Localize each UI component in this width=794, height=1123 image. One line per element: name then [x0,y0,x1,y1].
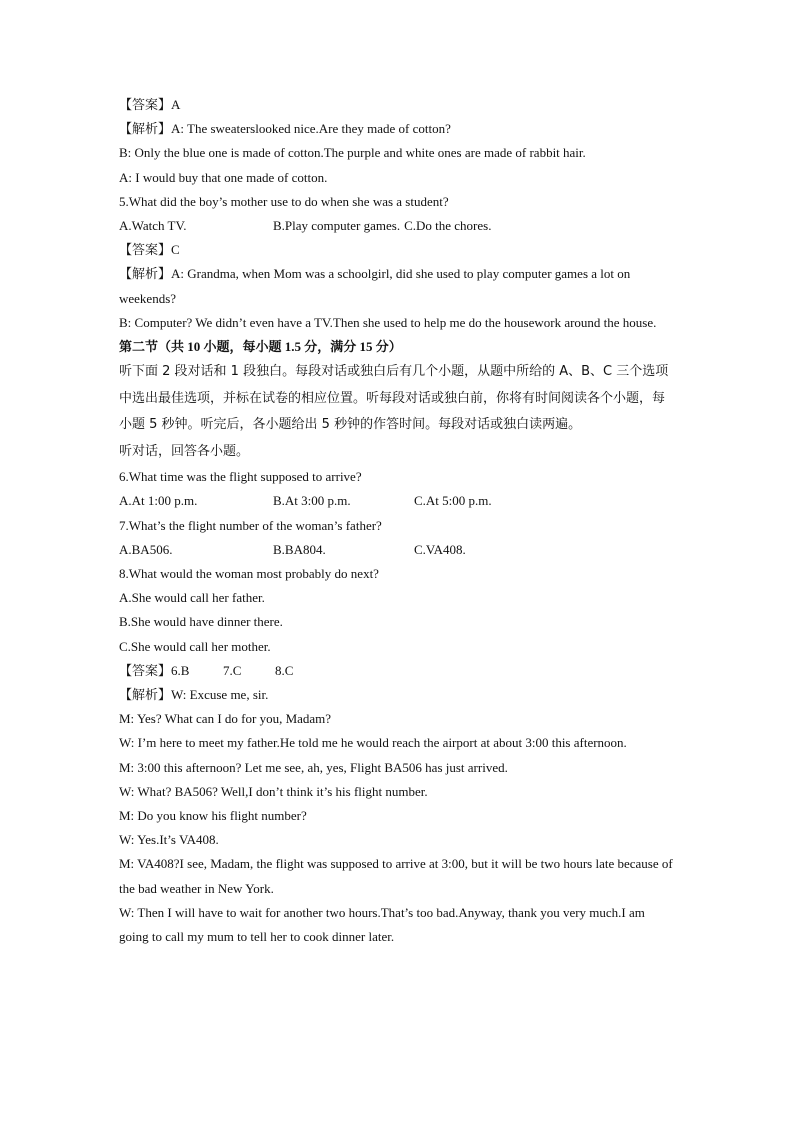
answer-5: 【答案】C [119,242,180,258]
question-7: 7.What’s the flight number of the woman’s father? [119,517,382,533]
dialogue-line-9: W: Then I will have to wait for another two hours.That’s too bad.Anyway, thank you very much.I am going to call my mum to tell her to cook dinner later. [119,904,645,945]
section-instructions: 听下面 2 段对话和 1 段独白。每段对话或独白后有几个小题，从题中所给的 A、B、C 三个选项中选出最佳选项，并标在试卷的相应位置。听每段对话或独白前，你将有时间阅读各个小题，每小题 5 秒钟。听完后，各小题给出 5 秒钟的作答时间。每段对话或独白读两遍。 [119,364,669,433]
answer-6: 6.B [171,662,190,678]
analysis-5-line-2: B: Computer? We didn’t even have a TV.Then she used to help me do the housework around the house. [119,314,657,330]
q6-option-c: C.At 5:00 p.m. [414,493,492,509]
answer-8: 8.C [275,662,294,678]
answers-label: 【答案】 [119,662,172,678]
question-6: 6.What time was the flight supposed to arrive? [119,469,362,485]
dialogue-line-4: M: 3:00 this afternoon? Let me see, ah, yes, Flight BA506 has just arrived. [119,759,508,775]
q6-option-b: B.At 3:00 p.m. [273,493,351,509]
dialogue-line-8: M: VA408?I see, Madam, the flight was supposed to arrive at 3:00, but it will be two hours late because of the bad weather in New York. [119,856,673,896]
answer-7: 7.C [223,662,242,678]
dialogue-line-2: M: Yes? What can I do for you, Madam? [119,711,332,727]
document-body [119,93,674,949]
answers-6-8 [119,659,674,683]
q8-option-b: B.She would have dinner there. [119,614,283,630]
question-5: 5.What did the boy’s mother use to do when she was a student? [119,193,449,209]
analysis-5-line-1: 【解析】A: Grandma, when Mom was a schoolgirl, did she used to play computer games a lot on weekends? [119,266,631,306]
analysis-4-line-1: 【解析】A: The sweaterslooked nice.Are they made of cotton? [119,121,451,137]
answer-4: 【答案】A [119,97,181,112]
q7-option-a: A.BA506. [119,541,173,557]
q5-option-a: A.Watch TV. [119,218,187,234]
q5-option-b: B.Play computer games. [273,218,401,234]
q7-option-c: C.VA408. [414,541,466,557]
question-5-options [119,214,674,238]
q7-option-b: B.BA804. [273,541,326,557]
dialogue-line-3: W: I’m here to meet my father.He told me he would reach the airport at about 3:00 this afternoon. [119,735,627,751]
q8-option-c: C.She would call her mother. [119,638,271,654]
dialogue-line-7: W: Yes.It’s VA408. [119,832,219,848]
analysis-4-line-3: A: I would buy that one made of cotton. [119,169,328,185]
question-7-options [119,538,674,562]
analysis-4-line-2: B: Only the blue one is made of cotton.The purple and white ones are made of rabbit hair. [119,145,586,161]
question-6-options [119,489,674,513]
section-heading: 第二节（共 10 小题，每小题 1.5 分，满分 15 分） [119,339,402,355]
dialogue-line-5: W: What? BA506? Well,I don’t think it’s his flight number. [119,783,428,799]
dialogue-line-6: M: Do you know his flight number? [119,808,307,824]
q6-option-a: A.At 1:00 p.m. [119,493,198,509]
dialogue-line-1: 【解析】W: Excuse me, sir. [119,687,269,703]
q8-option-a: A.She would call her father. [119,590,265,606]
listen-prompt: 听对话，回答各小题。 [119,443,250,459]
question-8: 8.What would the woman most probably do next? [119,566,379,582]
q5-option-c: C.Do the chores. [404,218,492,234]
